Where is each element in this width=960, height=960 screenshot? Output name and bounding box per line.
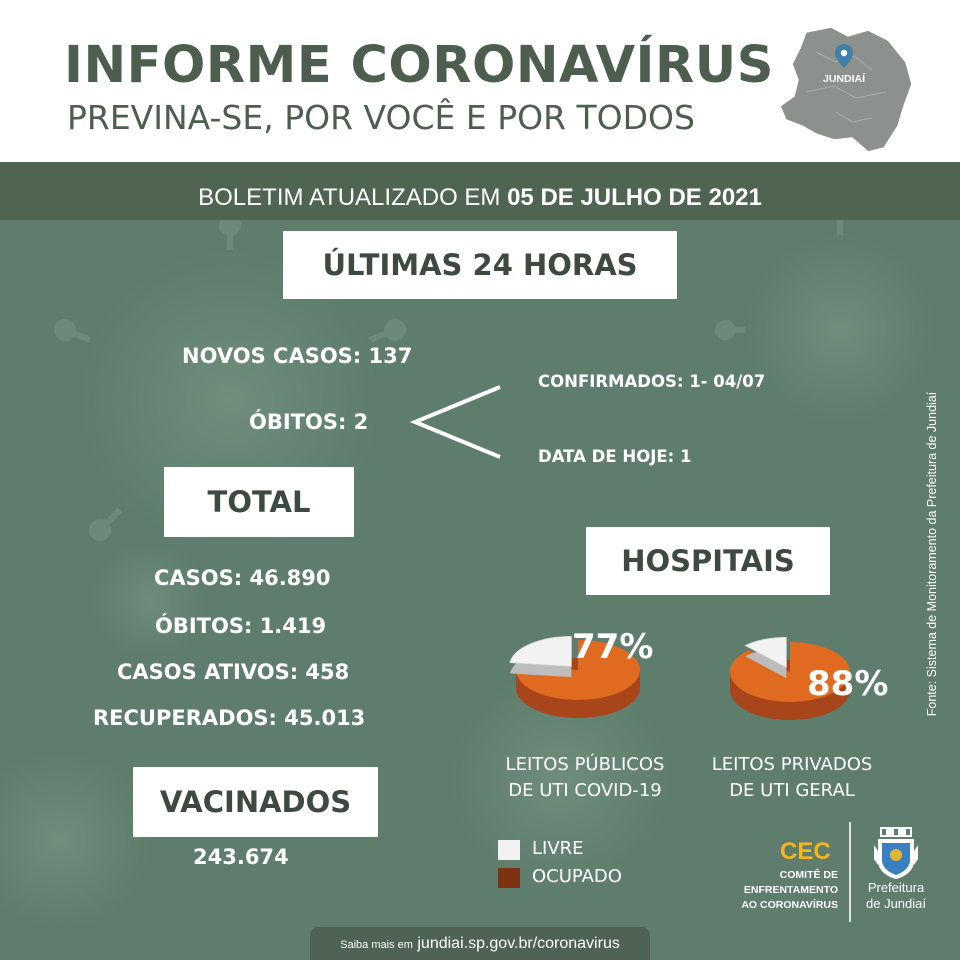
vaccinated-value: 243.674 <box>193 845 289 869</box>
private-beds-percent: 88% <box>807 664 889 704</box>
map-label: JUNDIAÍ <box>822 73 866 85</box>
public-beds-label <box>480 752 690 804</box>
page-title: INFORME CORONAVÍRUS <box>64 36 774 95</box>
public-beds-label-line1: LEITOS PÚBLICOS <box>505 754 665 775</box>
vaccinated-heading: VACINADOS <box>133 767 378 837</box>
prefeitura-logo-text <box>856 880 936 912</box>
hospitals-heading: HOSPITAIS <box>586 527 830 595</box>
legend-occupied-swatch <box>498 868 520 888</box>
bracket-arrow-icon <box>405 382 507 462</box>
last-24-hours-heading: ÚLTIMAS 24 HORAS <box>283 231 677 299</box>
private-beds-label-line2: DE UTI GERAL <box>729 780 855 801</box>
public-beds-label-line2: DE UTI COVID-19 <box>508 780 662 801</box>
confirmed-deaths: CONFIRMADOS: 1- 04/07 <box>538 372 766 391</box>
private-beds-label-line1: LEITOS PRIVADOS <box>711 754 873 775</box>
jundiai-coat-of-arms-icon <box>872 825 920 881</box>
legend-free-label: LIVRE <box>532 838 584 859</box>
public-beds-free-slice <box>510 636 572 666</box>
legend-occupied-label: OCUPADO <box>532 866 622 887</box>
bulletin-day: 05 <box>507 184 534 211</box>
deaths-24h: ÓBITOS: 2 <box>249 410 369 434</box>
legend-free-swatch <box>498 840 520 860</box>
cec-name <box>712 868 838 913</box>
cec-line1: COMITÊ DE <box>779 869 838 881</box>
bulletin-month-year: DE JULHO DE 2021 <box>540 184 762 211</box>
footer-bar <box>310 927 650 960</box>
bulletin-prefix: BOLETIM ATUALIZADO EM <box>198 184 501 211</box>
total-cases: CASOS: 46.890 <box>154 566 331 590</box>
cec-line2: ENFRENTAMENTO <box>743 884 838 896</box>
footer-prefix: Saiba mais em <box>340 939 413 951</box>
cec-line3: AO CORONAVÍRUS <box>741 899 838 911</box>
total-deaths: ÓBITOS: 1.419 <box>155 614 327 638</box>
prefeitura-line2: de Jundiaí <box>866 896 926 911</box>
total-heading: TOTAL <box>164 467 354 537</box>
prefeitura-line1: Prefeitura <box>867 880 925 895</box>
active-cases: CASOS ATIVOS: 458 <box>117 660 350 684</box>
page-subtitle: PREVINA-SE, POR VOCÊ E POR TODOS <box>67 98 695 137</box>
today-deaths: DATA DE HOJE: 1 <box>538 447 692 466</box>
private-beds-label <box>692 752 892 804</box>
bulletin-date <box>0 184 960 212</box>
data-source: Fonte: Sistema de Monitoramento da Prefeitura de Jundiaí <box>925 391 939 717</box>
cec-logo: CEC <box>780 838 831 865</box>
new-cases-24h: NOVOS CASOS: 137 <box>182 344 413 368</box>
jundiai-map-icon <box>776 22 916 156</box>
public-beds-percent: 77% <box>572 627 654 667</box>
footer-url-link[interactable]: jundiai.sp.gov.br/coronavirus <box>417 935 620 952</box>
logo-divider <box>849 822 851 922</box>
recovered: RECUPERADOS: 45.013 <box>93 706 366 730</box>
